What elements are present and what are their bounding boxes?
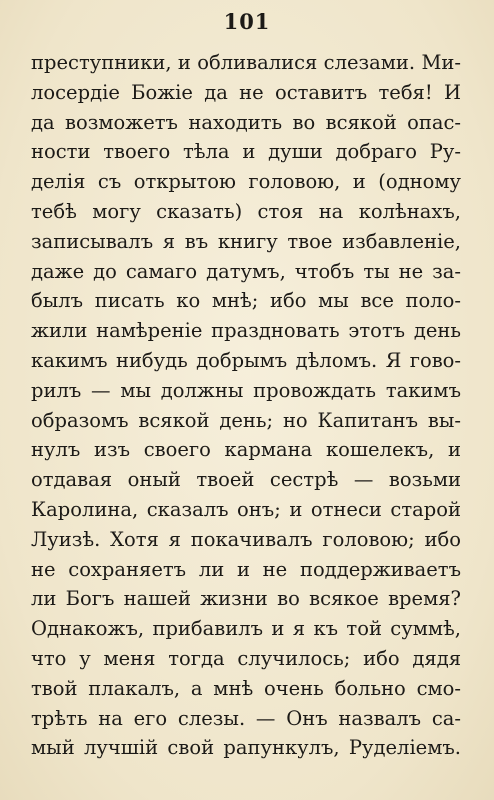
- text-line: да возможетъ находить во всякой опас-: [31, 110, 461, 134]
- text-line: не сохраняетъ ли и не поддерживаетъ: [31, 557, 461, 581]
- text-line: делія съ открытою головою, и (одному: [31, 170, 461, 194]
- text-line: какимъ нибудь добрымъ дѣломъ. Я гово-: [31, 348, 461, 372]
- text-line: отдавая оный твоей сестрѣ — возьми: [31, 468, 461, 492]
- text-line: рилъ — мы должны провождать такимъ: [31, 378, 461, 402]
- text-line: нулъ изъ своего кармана кошелекъ, и: [31, 438, 461, 462]
- text-line: даже до самаго датумъ, чтобъ ты не за-: [31, 259, 461, 283]
- text-line: лосердіе Божіе да не оставитъ тебя! И: [31, 80, 461, 104]
- text-line: мый лучшій свой рапункулъ, Руделіемъ.: [31, 736, 461, 760]
- body-text: [31, 48, 461, 763]
- text-line: образомъ всякой день; но Капитанъ вы-: [31, 408, 461, 432]
- text-line: ности твоего тѣла и души добраго Ру-: [31, 140, 461, 164]
- text-line: Однакожъ, прибавилъ и я къ той суммѣ,: [31, 617, 461, 641]
- text-line: ли Богъ нашей жизни во всякое время?: [31, 587, 461, 611]
- page-number: 101: [223, 9, 271, 34]
- text-line: Луизѣ. Хотя я покачивалъ головою; ибо: [31, 527, 461, 551]
- text-line: твой плакалъ, а мнѣ очень больно смо-: [31, 676, 461, 700]
- text-line: Каролина, сказалъ онъ; и отнеси старой: [31, 497, 461, 521]
- text-line: тебѣ могу сказать) стоя на колѣнахъ,: [31, 199, 461, 223]
- text-line: преступники, и обливалися слезами. Ми-: [31, 51, 461, 74]
- text-line: трѣть на его слезы. — Онъ назвалъ са-: [31, 706, 461, 730]
- text-line: былъ писать ко мнѣ; ибо мы все поло-: [31, 289, 461, 313]
- text-line: жили намѣреніе праздновать этотъ день: [31, 319, 461, 343]
- text-line: что у меня тогда случилось; ибо дядя: [31, 646, 461, 670]
- text-line: записывалъ я въ книгу твое избавленіе,: [31, 229, 461, 253]
